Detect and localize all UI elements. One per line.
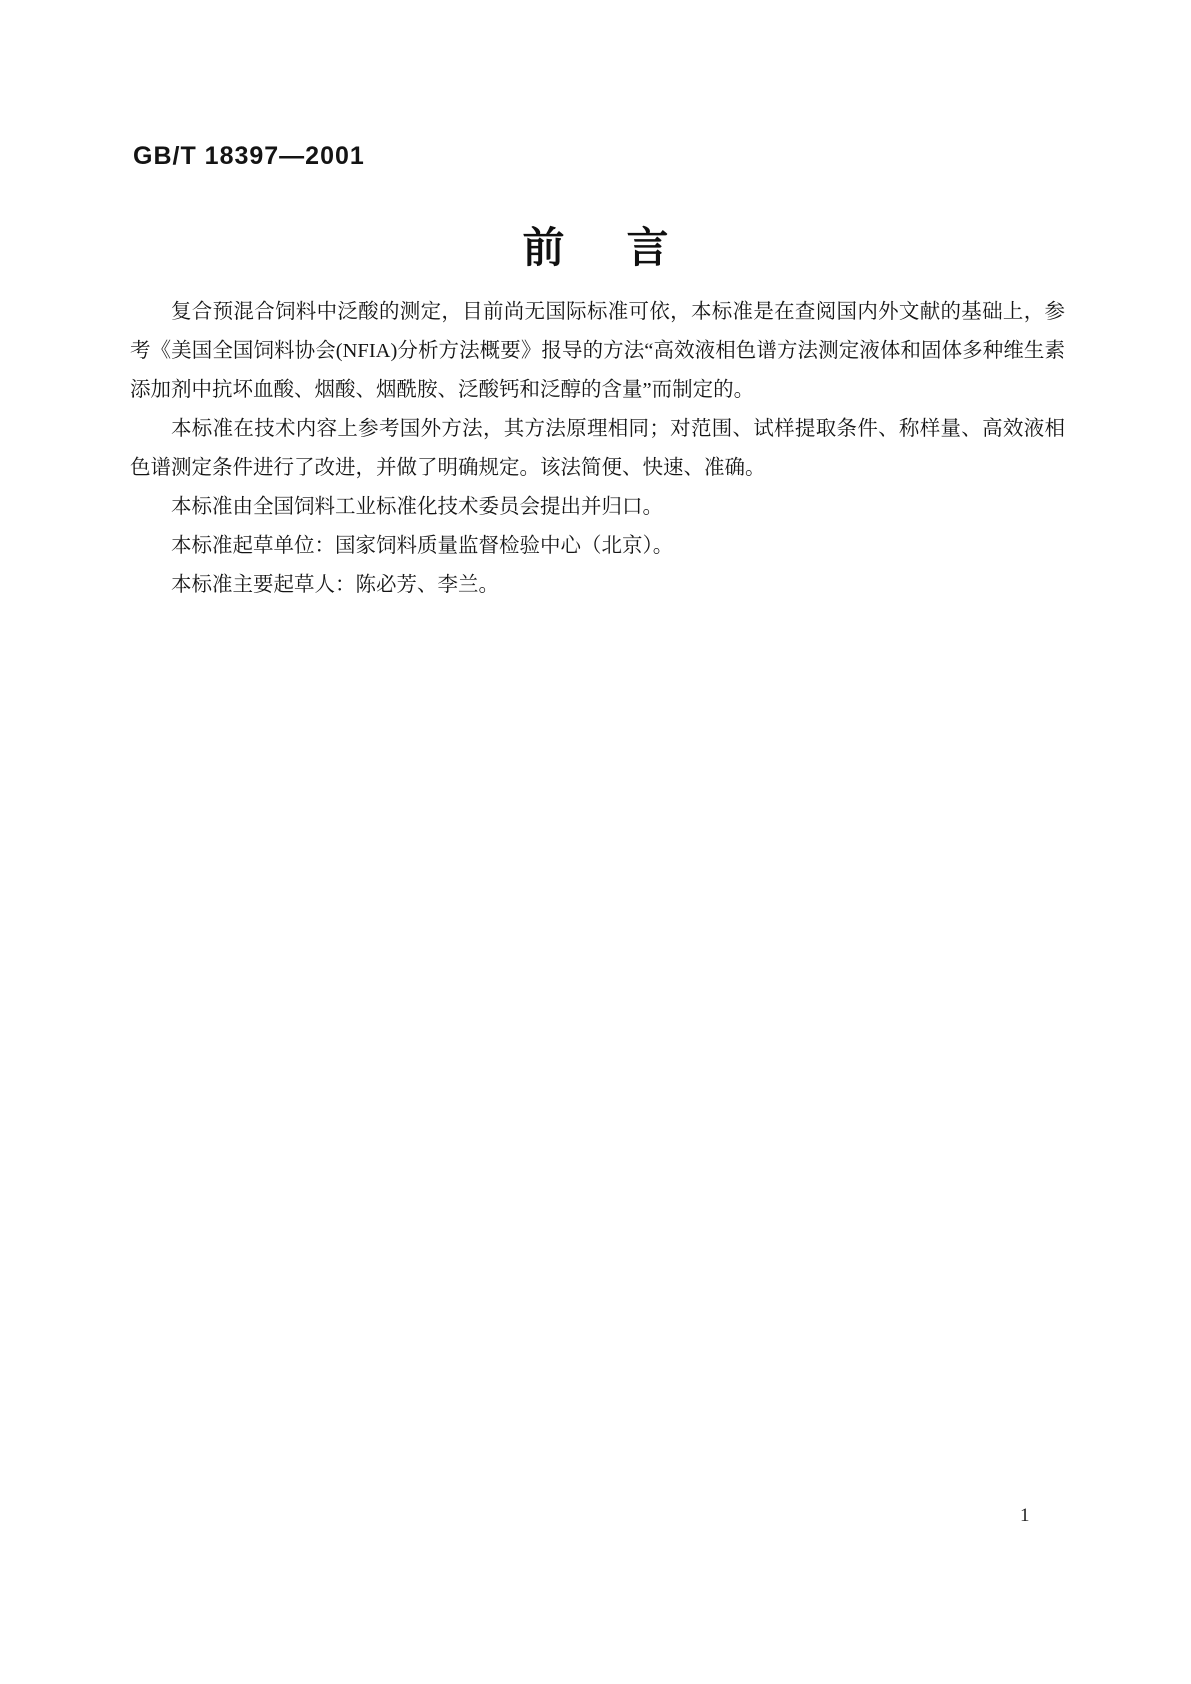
page-title-char-1: 前 (522, 226, 565, 272)
foreword-paragraph-4: 本标准起草单位：国家饲料质量监督检验中心（北京）。 (171, 535, 674, 557)
foreword-paragraph-2: 本标准在技术内容上参考国外方法，其方法原理相同；对范围、试样提取条件、称样量、高效液相色谱测定条件进行了改进，并做了明确规定。该法简便、快速、准确。 (130, 418, 1065, 479)
foreword-paragraph-1: 复合预混合饲料中泛酸的测定，目前尚无国际标准可依，本标准是在查阅国内外文献的基础上，参考《美国全国饲料协会(NFIA)分析方法概要》报导的方法“高效液相色谱方法测定液体和固体多种维生素添加剂中抗坏血酸、烟酸、烟酰胺、泛酸钙和泛醇的含量”而制定的。 (130, 301, 1065, 401)
foreword-paragraph-5: 本标准主要起草人：陈必芳、李兰。 (171, 574, 499, 596)
page-number: 1 (1020, 1505, 1030, 1526)
page-title-char-2: 言 (626, 226, 669, 272)
foreword-paragraph-3: 本标准由全国饲料工业标准化技术委员会提出并归口。 (171, 496, 663, 518)
standard-code: GB/T 18397—2001 (133, 142, 365, 170)
page-title (0, 226, 1191, 272)
foreword-body (130, 293, 1065, 605)
